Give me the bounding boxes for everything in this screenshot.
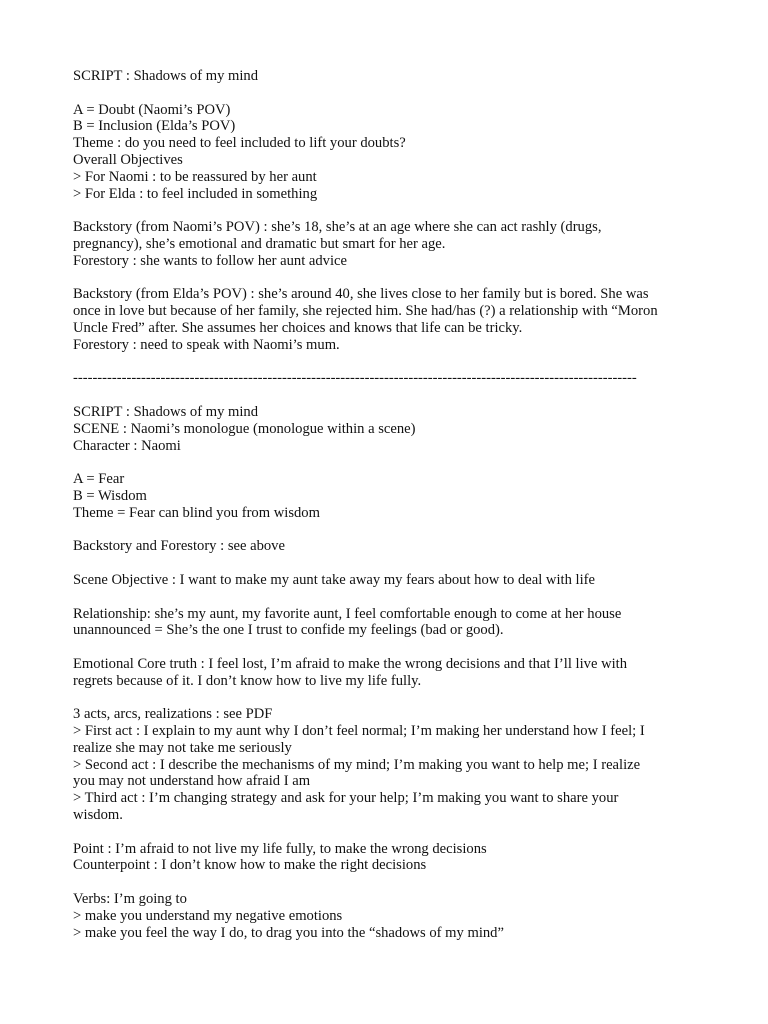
script-title-block [73,68,703,85]
text-line: B = Wisdom [73,487,147,504]
text-line: Theme = Fear can blind you from wisdom [73,504,320,521]
text-line: > make you feel the way I do, to drag you into the “shadows of my mind” [73,924,504,941]
paragraph-gap [73,202,703,219]
scene-theme-block [73,471,703,521]
relationship-block [73,606,703,640]
text-line: Forestory : she wants to follow her aunt advice [73,252,347,269]
paragraph-gap [73,874,703,891]
text-line: Backstory (from Elda’s POV) : she’s around 40, she lives close to her family but is bored. She was [73,286,649,303]
text-line: Relationship: she’s my aunt, my favorite aunt, I feel comfortable enough to come at her house [73,605,622,622]
text-line: once in love but because of her family, she rejected him. She had/has (?) a relationship with “Moron [73,303,658,320]
document-body [73,68,703,941]
scene-objective-block [73,572,703,589]
point-counterpoint-block [73,841,703,875]
naomi-backstory-block [73,219,703,269]
backstory-forestory-block [73,538,703,555]
acts-block [73,706,703,824]
paragraph-gap [73,387,703,404]
text-line: Theme : do you need to feel included to lift your doubts? [73,135,406,152]
paragraph-gap [73,639,703,656]
text-line: > Second act : I describe the mechanisms of my mind; I’m making you want to help me; I realize [73,756,641,773]
text-line: you may not understand how afraid I am [73,773,311,790]
text-line: A = Fear [73,471,125,488]
text-line: Scene Objective : I want to make my aunt take away my fears about how to deal with life [73,571,595,588]
text-line: > make you understand my negative emotions [73,907,343,924]
text-line: unannounced = She’s the one I trust to confide my feelings (bad or good). [73,622,504,639]
paragraph-gap [73,824,703,841]
text-line: A = Doubt (Naomi’s POV) [73,101,231,118]
emotional-core-block [73,656,703,690]
paragraph-gap [73,85,703,102]
text-line: regrets because of it. I don’t know how to live my life fully. [73,672,422,689]
text-line: SCRIPT : Shadows of my mind [73,403,259,420]
script-title: SCRIPT : Shadows of my mind [73,68,259,84]
text-line: Backstory and Forestory : see above [73,538,285,555]
paragraph-gap [73,270,703,287]
text-line: Backstory (from Naomi’s POV) : she’s 18, she’s at an age where she can act rashly (drugs, [73,219,602,236]
text-line: pregnancy), she’s emotional and dramatic but smart for her age. [73,235,446,252]
text-line: Uncle Fred” after. She assumes her choices and knows that life can be tricky. [73,319,523,336]
text-line: Forestory : need to speak with Naomi’s mum. [73,336,340,353]
text-line: Character : Naomi [73,437,181,454]
text-line: Counterpoint : I don’t know how to make the right decisions [73,857,427,874]
scene-header-block [73,404,703,454]
paragraph-gap [73,589,703,606]
text-line: B = Inclusion (Elda’s POV) [73,118,236,135]
text-line: > First act : I explain to my aunt why I don’t feel normal; I’m making her understand how I feel; I [73,723,645,740]
paragraph-gap [73,522,703,539]
text-line: wisdom. [73,807,123,824]
overall-objectives-block [73,102,703,203]
elda-backstory-block [73,286,703,353]
text-line: Overall Objectives [73,151,183,168]
section-divider: -------------------------------------------------------------------------------------------------------------------- [73,370,637,387]
text-line: SCENE : Naomi’s monologue (monologue within a scene) [73,420,416,437]
text-line: > Third act : I’m changing strategy and ask for your help; I’m making you want to share your [73,790,619,807]
text-line: Verbs: I’m going to [73,891,187,908]
text-line: Emotional Core truth : I feel lost, I’m afraid to make the wrong decisions and that I’ll live with [73,655,628,672]
text-line: Point : I’m afraid to not live my life fully, to make the wrong decisions [73,840,487,857]
paragraph-gap [73,555,703,572]
text-line: > For Naomi : to be reassured by her aunt [73,168,317,185]
text-line: > For Elda : to feel included in something [73,185,318,202]
text-line: realize she may not take me seriously [73,739,292,756]
text-line: 3 acts, arcs, realizations : see PDF [73,706,273,723]
paragraph-gap [73,454,703,471]
verbs-block [73,891,703,941]
paragraph-gap [73,354,703,371]
paragraph-gap [73,689,703,706]
